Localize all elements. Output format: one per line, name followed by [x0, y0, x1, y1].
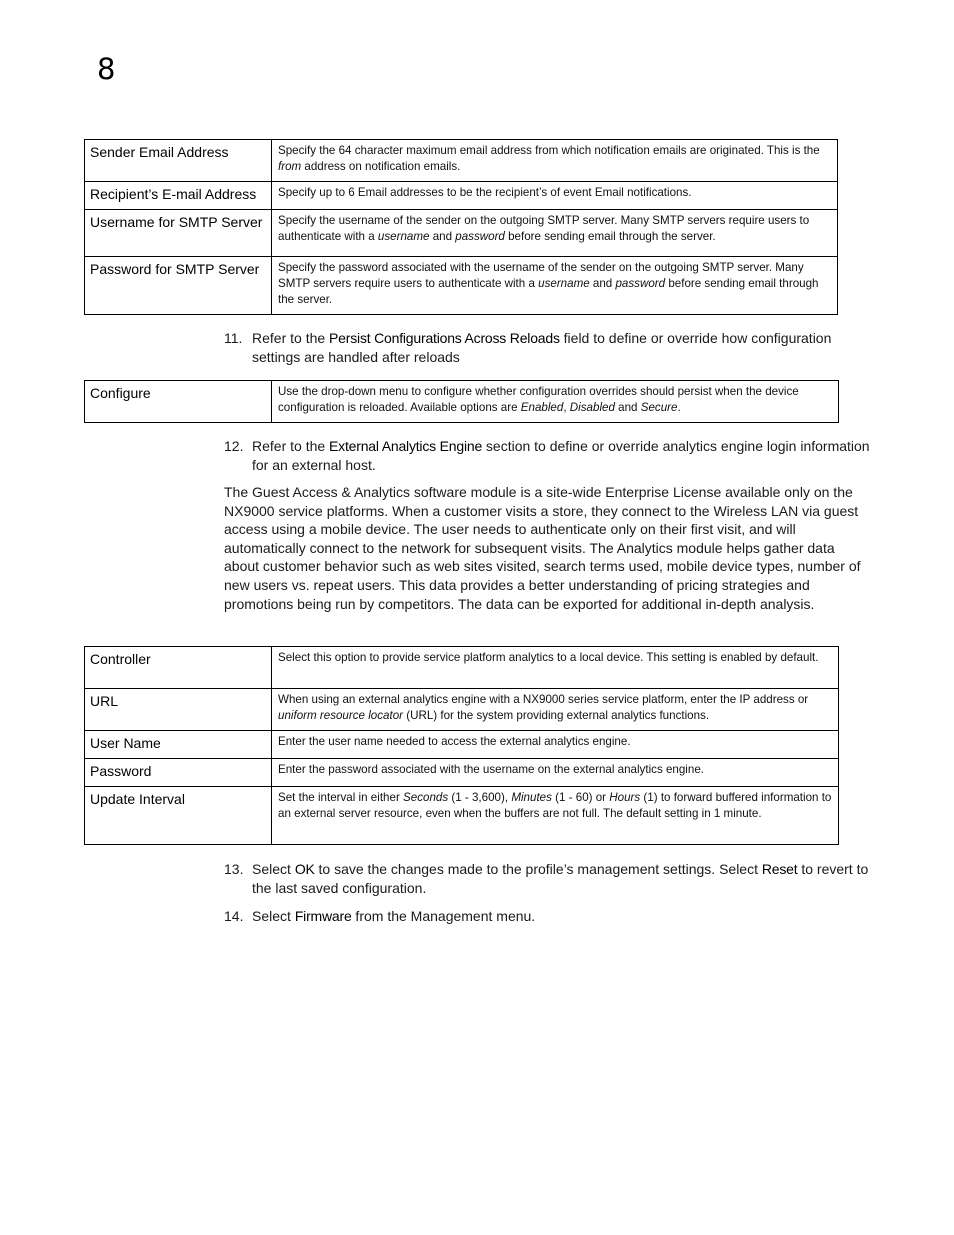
reset-button-ref: Reset	[761, 861, 798, 877]
param-description: When using an external analytics engine with a NX9000 series service platform, enter the IP address or uniform resource locator (URL) for the system providing external analytics functions.	[272, 689, 839, 731]
param-label: Configure	[85, 381, 272, 423]
emphasis-term: uniform resource locator	[278, 709, 404, 722]
step-number: 11.	[224, 330, 243, 346]
step-text: to revert to the last saved configuration.	[252, 861, 869, 896]
step-11	[224, 329, 874, 367]
external-analytics-engine-ref: External Analytics Engine	[329, 438, 483, 454]
table-row	[85, 182, 838, 210]
table-row	[85, 787, 839, 845]
param-label: Recipient’s E-mail Address	[85, 182, 272, 210]
ok-button-ref: OK	[294, 861, 315, 877]
step-13	[224, 860, 874, 898]
param-label: Update Interval	[85, 787, 272, 845]
param-description: Enter the user name needed to access the external analytics engine.	[272, 731, 839, 759]
chapter-number: 8	[97, 52, 116, 86]
param-label: Password	[85, 759, 272, 787]
step-number: 14.	[224, 908, 244, 924]
persist-configurations-field-ref: Persist Configurations Across Reloads	[329, 330, 560, 346]
emphasis-term: Enabled	[520, 401, 564, 414]
step-text: Refer to the	[252, 330, 330, 346]
param-description: Specify up to 6 Email addresses to be the recipient’s of event Email notifications.	[272, 182, 838, 210]
emphasis-term: Minutes	[511, 791, 552, 804]
table-row	[85, 140, 838, 182]
step-text: Select	[252, 861, 295, 877]
emphasis-term: Hours	[609, 791, 641, 804]
emphasis-term: username	[377, 230, 430, 243]
table-row	[85, 210, 838, 257]
emphasis-term: password	[615, 277, 666, 290]
param-description: Specify the password associated with the username of the sender on the outgoing SMTP server. Many SMTP servers require users to authenticate with a username and password before sending email through the server.	[272, 257, 838, 315]
step-text: section to define or override analytics engine login information for an external host.	[252, 438, 870, 473]
step-text: Refer to the	[252, 438, 330, 454]
param-label: URL	[85, 689, 272, 731]
step-14	[224, 907, 874, 926]
param-label: Sender Email Address	[85, 140, 272, 182]
emphasis-term: Disabled	[569, 401, 615, 414]
table-row	[85, 731, 839, 759]
table-row	[85, 759, 839, 787]
persist-config-table	[84, 380, 839, 423]
param-label: Password for SMTP Server	[85, 257, 272, 315]
emphasis-term: Secure	[640, 401, 678, 414]
param-description: Set the interval in either Seconds (1 - 3,600), Minutes (1 - 60) or Hours (1) to forward buffered information to an external server resource, even when the buffers are not full. The default setting in 1 minute.	[272, 787, 839, 845]
param-description: Specify the 64 character maximum email address from which notification emails are originated. This is the from address on notification emails.	[272, 140, 838, 182]
table-row	[85, 257, 838, 315]
step-number: 12.	[224, 438, 244, 454]
param-label: Username for SMTP Server	[85, 210, 272, 257]
param-description: Select this option to provide service platform analytics to a local device. This setting is enabled by default.	[272, 647, 839, 689]
table-row	[85, 647, 839, 689]
analytics-description-paragraph: The Guest Access & Analytics software module is a site-wide Enterprise License available only on the NX9000 service platforms. When a customer visits a store, they connect to the Wireless LAN via guest access using a mobile device. The user needs to authenticate only on their first visit, and will automatically connect to the network for subsequent visits. The Analytics module helps gather data about customer behavior such as web sites visited, search terms used, mobile device types, number of new users vs. repeat users. This data provides a better understanding of pricing strategies and promotions being run by competitors. The data can be exported for additional in-depth analysis.	[224, 484, 861, 612]
step-text: field to define or override how configuration settings are handled after reloads	[252, 330, 832, 365]
param-label: Controller	[85, 647, 272, 689]
table-row	[85, 689, 839, 731]
step-text: Select	[252, 908, 295, 924]
param-description: Specify the username of the sender on the outgoing SMTP server. Many SMTP servers require users to authenticate with a username and password before sending email through the server.	[272, 210, 838, 257]
step-text: from the Management menu.	[351, 908, 536, 924]
firmware-menu-ref: Firmware	[294, 908, 352, 924]
emphasis-term: password	[455, 230, 505, 243]
emphasis-term: username	[538, 277, 590, 290]
smtp-settings-table	[84, 139, 838, 315]
analytics-engine-table	[84, 646, 839, 845]
step-12	[224, 437, 874, 475]
table-row	[85, 381, 839, 423]
param-description: Use the drop-down menu to configure whether configuration overrides should persist when the device configuration is reloaded. Available options are Enabled, Disabled and Secure.	[272, 381, 839, 423]
param-description: Enter the password associated with the username on the external analytics engine.	[272, 759, 839, 787]
step-number: 13.	[224, 861, 244, 877]
emphasis-term: Seconds	[403, 791, 449, 804]
param-label: User Name	[85, 731, 272, 759]
emphasis-term: from	[278, 160, 302, 173]
step-text: to save the changes made to the profile’s management settings. Select	[314, 861, 762, 877]
